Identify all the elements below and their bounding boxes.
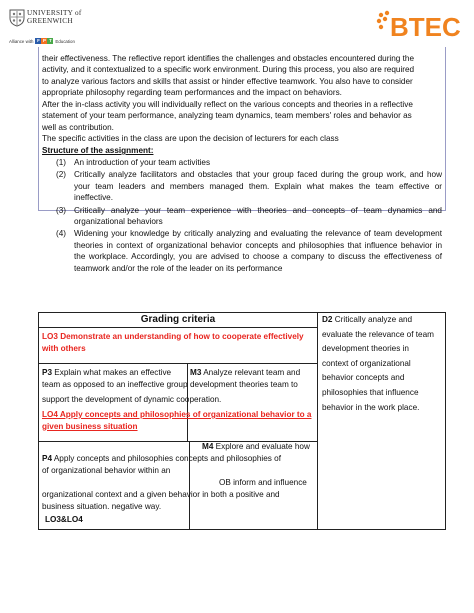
- list-item-text: Widening your knowledge by critically analyzing and evaluating the relevance of team development theories in context of organizational behavior concepts and philosophies that influence behavior in the workplace. Accordingly, you are advised to choose a company to discuss the effectiveness of teamwork and/or the role of the leader on its performance: [74, 229, 442, 273]
- d2-line: behavior concepts and: [322, 373, 405, 383]
- d2-code: D2: [322, 315, 333, 324]
- list-item-text: An introduction of your team activities: [74, 158, 211, 167]
- p4-text-line4: organizational context and a given behavior in both a positive and: [42, 490, 280, 499]
- d2-line: development theories in: [322, 344, 409, 354]
- p4-text: Apply concepts and philosophies concepts and philosophies of: [53, 454, 281, 463]
- university-name: UNIVERSITY of GREENWICH: [27, 9, 82, 25]
- table-divider: [39, 327, 317, 328]
- p3-text: Explain what makes an effective: [54, 368, 172, 377]
- list-item-number: (2): [56, 170, 67, 180]
- list-item: [56, 228, 442, 274]
- intro-line: well as contribution.: [42, 123, 114, 132]
- p3-text-continued: team as opposed to an ineffective group: [42, 380, 188, 389]
- table-divider: [317, 313, 318, 530]
- d2-line: behavior in the work place.: [322, 402, 420, 412]
- m4-criterion: [202, 441, 317, 453]
- btec-logo-mark-icon: [377, 11, 389, 29]
- intro-line: activity, and it contextualized to a specific work environment. During this process, you also are required: [42, 65, 415, 74]
- m3-text-continued: development theories team to: [190, 380, 298, 389]
- structure-heading: Structure of the assignment:: [42, 146, 154, 155]
- page-header: [0, 0, 474, 52]
- m4-code: M4: [202, 442, 214, 451]
- alliance-line: [9, 38, 75, 44]
- list-item: [56, 169, 442, 203]
- intro-line: their effectiveness. The reflective report identifies the challenges and obstacles encountered during the: [42, 54, 415, 63]
- p3-criterion: [42, 367, 192, 379]
- list-item-text: Critically analyze your team experience with theories and concepts of team dynamics and organizational behaviors: [74, 205, 442, 227]
- fpt-letter-f: F: [37, 38, 40, 43]
- lo4-title: LO4 Apply concepts and philosophies of organizational behavior to a given business situation: [42, 410, 312, 431]
- m3-text: Analyze relevant team and: [203, 368, 301, 377]
- list-item: [56, 157, 442, 168]
- p4-text-line3: OB inform and influence: [219, 478, 307, 487]
- list-item-number: (3): [56, 205, 67, 215]
- grading-criteria-table: [38, 312, 446, 530]
- p3-text-line3: support the development of dynamic cooperation.: [42, 395, 222, 404]
- d2-criterion: [322, 314, 444, 413]
- m4-text: Explore and evaluate how: [215, 442, 310, 451]
- intro-line: to analyze various factors and skills that assist or hinder effective teamwork. You also have to consider: [42, 77, 413, 86]
- intro-line: After the in-class activity you will individually reflect on the various concepts and theories in a reflective: [42, 100, 413, 109]
- intro-line: statement of your team performance, analyzing team dynamics, team members' roles and behavior as: [42, 111, 412, 120]
- p4-text-line2: of organizational behavior within an: [42, 466, 171, 475]
- list-item-text: Critically analyze facilitators and obstacles that your group faced during the group work, and how your team leaders and members managed them. Explain what makes the team effective or ineffective.: [74, 170, 442, 203]
- lo-footer-label: LO3&LO4: [45, 515, 83, 524]
- alliance-suffix: Education: [55, 38, 75, 44]
- m3-code: M3: [190, 368, 202, 377]
- table-divider: [39, 363, 317, 364]
- d2-line: evaluate the relevance of team: [322, 329, 434, 339]
- structure-list: [56, 157, 442, 274]
- list-item-number: (4): [56, 229, 67, 239]
- university-of-greenwich-logo: [9, 9, 104, 49]
- university-crest-icon: [9, 9, 25, 27]
- list-item: [56, 205, 442, 228]
- d2-line: context of organizational: [322, 358, 411, 368]
- p3-code: P3: [42, 368, 53, 377]
- d2-line: D2 Critically analyze and: [322, 315, 413, 324]
- intro-line: appropriate philosophy regarding team performances and the impact on behaviors.: [42, 88, 342, 97]
- lo3-title: LO3 Demonstrate an understanding of how to cooperate effectively with others: [42, 332, 304, 353]
- p4-code: P4: [42, 454, 53, 463]
- btec-logo: [375, 9, 470, 43]
- list-item-number: (1): [56, 158, 67, 167]
- fpt-letter-t: T: [49, 38, 52, 43]
- intro-line: The specific activities in the class are upon the decision of lecturers for each class: [42, 134, 339, 143]
- p4-criterion: [42, 453, 317, 465]
- grading-title: Grading criteria: [140, 314, 216, 325]
- fpt-logo: [35, 38, 53, 44]
- m3-criterion: [190, 367, 316, 379]
- alliance-prefix: Alliance with: [9, 38, 34, 44]
- btec-logo-text: BTEC: [390, 12, 461, 42]
- fpt-letter-p: P: [42, 38, 46, 43]
- p4-text-line5: business situation. negative way.: [42, 502, 162, 511]
- d2-line: philosophies that influence: [322, 387, 419, 397]
